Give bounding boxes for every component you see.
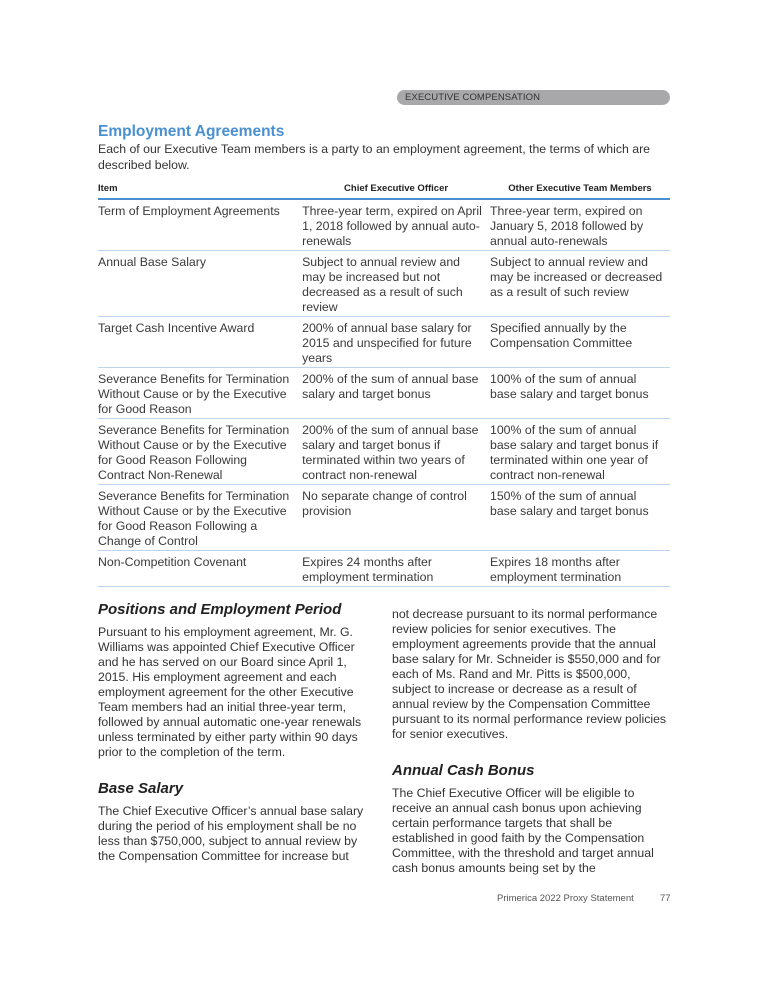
cell-other: Three-year term, expired on January 5, 2018 followed by annual auto-renewals	[490, 199, 670, 251]
table-row	[98, 485, 670, 551]
column-header-ceo: Chief Executive Officer	[302, 181, 490, 199]
cell-item: Non-Competition Covenant	[98, 551, 302, 587]
intro-paragraph: Each of our Executive Team members is a party to an employment agreement, the terms of which are described below.	[98, 142, 651, 172]
cell-ceo: 200% of the sum of annual base salary and target bonus	[302, 368, 490, 419]
table-row	[98, 419, 670, 485]
left-column	[98, 602, 373, 864]
cell-other: Subject to annual review and may be increased or decreased as a result of such review	[490, 251, 670, 317]
cell-ceo: No separate change of control provision	[302, 485, 490, 551]
column-header-item: Item	[98, 181, 302, 199]
positions-paragraph: Pursuant to his employment agreement, Mr. G. Williams was appointed Chief Executive Officer and he has served on our Board since April 1, 2015. His employment agreement and each employment agreement for the other Executive Team members had an initial three-year term, followed by annual automatic one-year renewals unless terminated by either party within 90 days prior to the completion of the term.	[98, 625, 362, 759]
annual-cash-bonus-paragraph: The Chief Executive Officer will be eligible to receive an annual cash bonus upon achieving certain performance targets that shall be established in good faith by the Compensation Committee, with the threshold and target annual cash bonus amounts being set by the	[392, 786, 654, 875]
cell-ceo: Subject to annual review and may be increased but not decreased as a result of such review	[302, 251, 490, 317]
cell-item: Severance Benefits for Termination Without Cause or by the Executive for Good Reason Following Contract Non-Renewal	[98, 419, 302, 485]
cell-other: 150% of the sum of annual base salary and target bonus	[490, 485, 670, 551]
cell-item: Target Cash Incentive Award	[98, 317, 302, 368]
base-salary-heading: Base Salary	[98, 780, 184, 797]
table-row	[98, 551, 670, 587]
annual-cash-bonus-heading: Annual Cash Bonus	[392, 762, 535, 779]
table-row	[98, 251, 670, 317]
cell-other: 100% of the sum of annual base salary and target bonus if terminated within one year of contract non-renewal	[490, 419, 670, 485]
cell-ceo: 200% of the sum of annual base salary and target bonus if terminated within two years of contract non-renewal	[302, 419, 490, 485]
cell-other: Specified annually by the Compensation Committee	[490, 317, 670, 368]
right-column	[392, 607, 667, 876]
cell-item: Severance Benefits for Termination Without Cause or by the Executive for Good Reason Following a Change of Control	[98, 485, 302, 551]
table-header-row	[98, 181, 670, 199]
footer-page-number: 77	[660, 893, 671, 904]
cell-ceo: Expires 24 months after employment termination	[302, 551, 490, 587]
base-salary-continued-paragraph: not decrease pursuant to its normal performance review policies for senior executives. The employment agreements provide that the annual base salary for Mr. Schneider is $550,000 and for each of Ms. Rand and Mr. Pitts is $500,000, subject to increase or decrease as a result of annual review by the Compensation Committee pursuant to its normal performance review policies for senior executives.	[392, 607, 667, 741]
table-row	[98, 368, 670, 419]
table-row	[98, 199, 670, 251]
footer-document-title: Primerica 2022 Proxy Statement	[497, 893, 634, 904]
employment-agreements-table	[98, 181, 670, 587]
positions-heading: Positions and Employment Period	[98, 601, 342, 618]
cell-ceo: Three-year term, expired on April 1, 2018 followed by annual auto-renewals	[302, 199, 490, 251]
page-title: Employment Agreements	[98, 123, 285, 140]
table-row	[98, 317, 670, 368]
cell-item: Severance Benefits for Termination Without Cause or by the Executive for Good Reason	[98, 368, 302, 419]
section-label-tab: EXECUTIVE COMPENSATION	[397, 90, 670, 105]
cell-item: Annual Base Salary	[98, 251, 302, 317]
cell-item: Term of Employment Agreements	[98, 199, 302, 251]
base-salary-paragraph: The Chief Executive Officer’s annual base salary during the period of his employment shall be no less than $750,000, subject to annual review by the Compensation Committee for increase but	[98, 804, 364, 863]
cell-ceo: 200% of annual base salary for 2015 and unspecified for future years	[302, 317, 490, 368]
cell-other: 100% of the sum of annual base salary and target bonus	[490, 368, 670, 419]
cell-other: Expires 18 months after employment termination	[490, 551, 670, 587]
column-header-other-executives: Other Executive Team Members	[490, 181, 670, 199]
